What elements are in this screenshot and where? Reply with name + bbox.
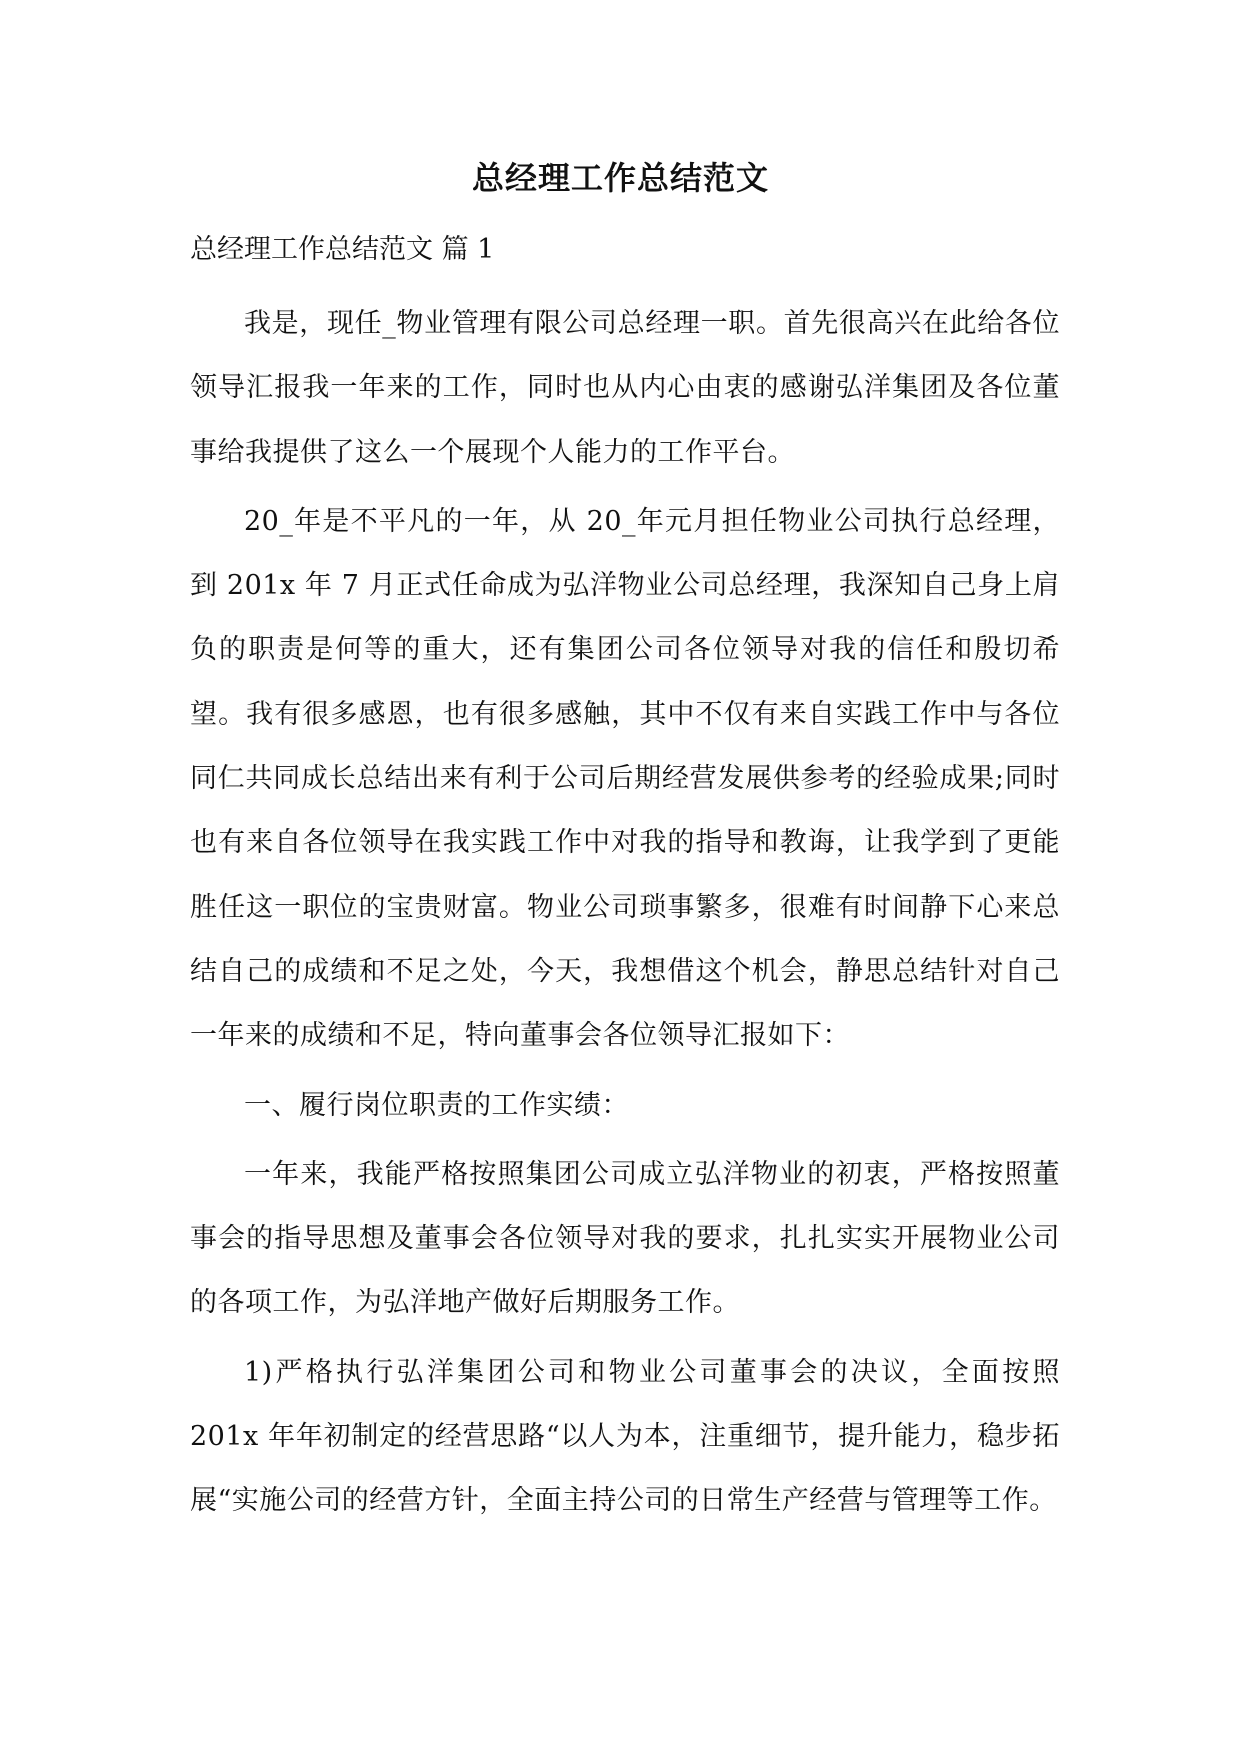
- paragraph-item-1: 1)严格执行弘洋集团公司和物业公司董事会的决议，全面按照 201x 年年初制定的经营思路“以人为本，注重细节，提升能力，稳步拓展“实施公司的经营方针，全面主持公司的日常生产经营与管理等工作。: [190, 1356, 1060, 1517]
- section-heading-1: 一、履行岗位职责的工作实绩：: [244, 1089, 629, 1121]
- document-body: [190, 292, 1060, 1539]
- paragraph-section-1: 一年来，我能严格按照集团公司成立弘洋物业的初衷，严格按照董事会的指导思想及董事会各位领导对我的要求，扎扎实实开展物业公司的各项工作，为弘洋地产做好后期服务工作。: [190, 1158, 1060, 1319]
- document-title: 总经理工作总结范文: [471, 159, 769, 197]
- paragraph-intro: 我是，现任_物业管理有限公司总经理一职。首先很高兴在此给各位领导汇报我一年来的工作，同时也从内心由衷的感谢弘洋集团及各位董事给我提供了这么一个展现个人能力的工作平台。: [190, 308, 1060, 468]
- document-subtitle: 总经理工作总结范文 篇 1: [190, 234, 495, 265]
- paragraph-year-review: 20_年是不平凡的一年，从 20_年元月担任物业公司执行总经理，到 201x 年 7 月正式任命成为弘洋物业公司总经理，我深知自己身上肩负的职责是何等的重大，还有集团公司各位领导对我的信任和殷切希望。我有很多感恩，也有很多感触，其中不仅有来自实践工作中与各位同仁共同成长总结出来有利于公司后期经营发展供参考的经验成果;同时也有来自各位领导在我实践工作中对我的指导和教诲，让我学到了更能胜任这一职位的宝贵财富。物业公司琐事繁多，很难有时间静下心来总结自己的成绩和不足之处，今天，我想借这个机会，静思总结针对自己一年来的成绩和不足，特向董事会各位领导汇报如下：: [190, 505, 1060, 1052]
